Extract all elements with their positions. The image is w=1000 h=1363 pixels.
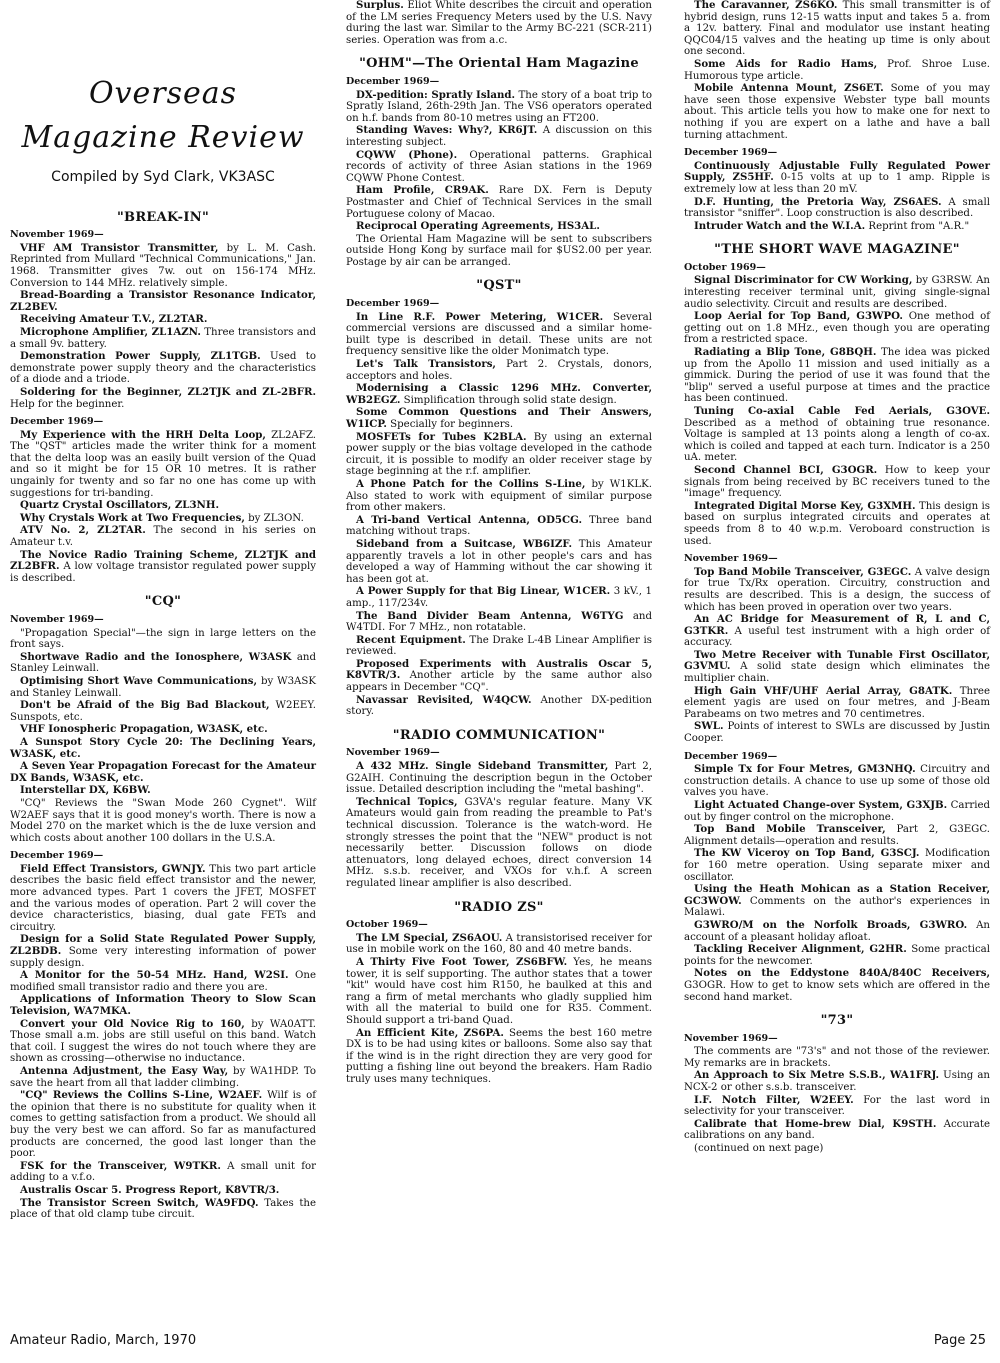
review-entry [346,359,652,382]
review-entry [10,737,316,760]
entry-text: Takes the place of that old clamp tube circuit. [10,1197,317,1221]
entry-text: "CQ" Reviews the "Swan Mode 260 Cygnet". Wilf W2AEF says that it is good money's worth. There is now a Model 270 on the market which is the de luxe version and which costs about another 100 dollars in the U.S.A. [10,797,316,844]
entry-text: ZL2AFZ. The "QST" articles made the writer think for a moment that the delta loop was an easily built version of the Quad and so it might be for 15 OR 10 metres. It is rather ungainly for twenty and so far no one has come up with suggestions for tri-banding. [10,429,316,499]
review-entry [10,314,316,326]
review-entry [346,150,652,185]
review-entry [684,501,990,547]
entry-text: Operational patterns. Graphical records of activity of three Asian stations in the 1969 CQWW Phone Contest. [346,149,652,184]
column-1-body [10,209,317,1221]
review-entry [10,864,316,934]
entry-title: My Experience with the HRH Delta Loop, [20,428,266,441]
entry-title: The Band Divider Beam Antenna, W6TYG [356,609,624,622]
issue-date: November 1969— [10,614,104,625]
entry-title: Navassar Revisited, W4QCW. [356,693,532,706]
entry-title: D.F. Hunting, the Pretoria Way, ZS6AES. [694,195,942,208]
entry-title: Using the Heath Mohican as a Station Receiver, GC3WOW. [684,883,990,907]
review-entry [10,676,316,699]
entry-title: Soldering for the Beginner, ZL2TJK and ZL-2BFR. [20,385,316,398]
entry-title: Tuning Co-axial Cable Fed Aerials, G3OVE. [694,405,990,417]
entry-title: VHF Ionospheric Propagation, W3ASK, etc. [20,723,268,736]
review-entry [684,1046,990,1069]
magazine-heading: "THE SHORT WAVE MAGAZINE" [714,242,960,258]
entry-title: Simple Tx for Four Metres, GM3NHQ. [694,763,916,776]
review-entry [10,785,316,797]
review-entry [10,761,316,784]
entry-text: Three band matching without traps. [346,514,652,538]
review-entry [684,275,990,310]
entry-text: This design is based on surplus integrated circuits and operates at speeds from 8 to 40 w.p.m. Veroboard construction is used. [684,500,990,547]
entry-title: A 432 MHz. Single Sideband Transmitter, [356,760,609,773]
entry-text: The Oriental Ham Magazine will be sent to subscribers outside Hong Kong by surface mail for $US2.00 per year. Postage by air can be arranged. [346,233,652,268]
review-entry [10,798,316,844]
review-entry [684,0,990,58]
review-entry [684,1070,990,1093]
review-entry [346,586,652,609]
entry-title: A Sunspot Story Cycle 20: The Declining Years, W3ASK, etc. [10,735,316,760]
entry-text: This two part article describes the basic field effect transistor and the newer, more advanced types. Part 1 covers the JFET, MOSFET and the various modes of operation. Part 2 will cover the device characteristics, biasing, dual gate FETs and circuitry. [10,863,317,933]
review-entry [10,724,316,736]
review-entry [684,465,990,500]
entry-title: Sideband from a Suitcase, WB6IZF. [356,537,573,550]
entry-text: "Propagation Special"—the sign in large letters on the front says. [10,627,316,651]
magazine-heading: "CQ" [144,594,182,610]
review-entry [10,1090,316,1160]
entry-text: A transistorised receiver for use in mobile work on the 160, 80 and 40 metre bands. [346,932,653,956]
entry-title: The Transistor Screen Switch, WA9FDQ. [20,1196,259,1209]
entry-text: A useful test instrument with a high order of accuracy. [684,625,990,649]
review-entry [346,234,652,269]
entry-title: Recent Equipment. [356,633,466,646]
entry-text: Eliot White describes the circuit and operation of the LM series Frequency Meters used by the U.S. Navy during the last war. Similar to the Army BC-221 (SCR-211) series. Operation was from a.c. [346,0,652,46]
entry-title: Field Effect Transistors, GWNJY. [20,862,206,875]
entry-text: Rare DX. Fern is Deputy Postmaster and Chief of Technical Services in the small Portuguese colony of Macao. [346,185,652,220]
review-entry [346,432,652,478]
entry-title: Reciprocal Operating Agreements, HS3AL. [356,220,600,233]
review-entry [10,628,316,651]
entry-text: One modified small transistor radio and there you are. [10,970,316,993]
title-line-2: Magazine Review [21,120,305,155]
review-entry [346,611,652,634]
entry-text: Described as a method of obtaining true resonance. Voltage is sampled at 13 points along a length of co-ax. which is coiled and tapped at each turn. Indicator is a 250 uA. meter. [684,417,990,464]
review-entry [684,944,990,967]
issue-date: November 1969— [346,747,440,759]
review-entry [684,221,990,233]
entry-title: FSK for the Transceiver, W9TKR. [20,1159,221,1172]
review-entry [684,83,990,141]
review-entry [10,525,316,548]
entry-text: 3 kV., 1 amp., 117/234v. [346,586,652,609]
entry-title: DX-pedition: Spratly Island. [356,88,516,101]
review-entry [684,1095,990,1118]
review-entry [10,387,316,410]
review-entry [346,479,652,514]
review-entry [684,848,990,883]
entry-text: A low voltage transistor regulated power supply is described. [10,561,316,584]
entry-text: and Stanley Leinwall. [10,651,316,675]
entry-title: Signal Discriminator for CW Working, [694,274,913,287]
review-entry [346,659,652,694]
magazine-heading: "BREAK-IN" [116,209,210,225]
review-entry [346,761,652,796]
entry-title: A Power Supply for that Big Linear, W1CER. [356,585,611,598]
entry-text: Carried out by finger control on the microphone. [684,800,991,823]
entry-text: Part 2, G2AIH. Continuing the description begun in the October issue. Detailed description including the "metal bashing". [346,761,652,796]
entry-title: Design for a Solid State Regulated Power Supply, ZL2BDB. [10,933,316,958]
review-entry [684,721,990,744]
review-entry [346,797,652,890]
entry-title: Intruder Watch and the W.I.A. [694,219,866,232]
entry-title: Second Channel BCI, G3OGR. [694,463,878,476]
issue-date: December 1969— [346,298,440,310]
review-entry [10,430,316,500]
title-line-1: Overseas [88,76,238,111]
review-entry [346,0,652,46]
entry-text: Help for the beginner. [10,398,125,410]
entry-title: Modernising a Classic 1296 MHz. Converter, WB2EGZ. [346,382,652,406]
issue-date: December 1969— [684,750,778,762]
entry-text: This Amateur apparently travels a lot in other people's cars and has developed a way of Hamming without the car showing it has been got at. [346,538,653,585]
entry-text: Circuitry and construction details. A chance to use up some of those old valves you have. [684,764,991,799]
issue-date: October 1969— [684,261,766,273]
review-entry [346,383,652,406]
entry-text: The comments are "73's" and not those of the reviewer. My remarks are in brackets. [684,1046,990,1069]
review-entry [10,700,316,723]
entry-title: Demonstration Power Supply, ZL1TGB. [20,350,261,363]
entry-text: Prof. Shroe Luse. Humorous type article. [684,58,990,82]
review-entry [684,59,990,82]
review-entry [10,934,316,969]
entry-text: A valve design for true Tx/Rx operation. Circuitry, construction and results are described. This is a design, the success of which has been proved in operation over two years. [684,566,990,613]
review-entry [10,500,316,512]
issue-date: November 1969— [684,553,778,565]
entry-title: Let's Talk Transistors, [356,358,496,371]
column-3-body [684,0,990,1155]
entry-title: Applications of Information Theory to Slow Scan Television, WA7MKA. [10,993,316,1017]
entry-text: One method of getting out on 1.8 MHz., even though you are operating from a restricted space. [684,311,990,346]
entry-text: The idea was picked up from the Apollo 11 mission and used initially as a gimmick. During the period of use it was found that the "blip" served a useful purpose at times and the practice has been continued. [684,347,990,405]
review-entry [684,800,990,823]
entry-title: Interstellar DX, K6BW. [20,784,151,797]
page-title [10,72,316,160]
review-entry [346,1028,652,1086]
entry-text: A solid state design which eliminates the multiplier chain. [684,661,990,685]
issue-date: December 1969— [684,147,778,159]
review-entry [684,824,990,847]
entry-title: Notes on the Eddystone 840A/840C Receivers, [694,967,990,980]
entry-title: Integrated Digital Morse Key, G3XMH. [694,499,916,512]
review-entry [684,567,990,613]
magazine-heading: "OHM"—The Oriental Ham Magazine [359,56,639,72]
review-entry [684,968,990,1003]
entry-text: A discussion on this interesting subject. [346,125,652,148]
entry-title: Shortwave Radio and the Ionosphere, W3ASK [20,650,292,663]
entry-text: Seems the best 160 metre DX is to be had using kites or balloons. Some also say that if the wind is in the right direction they are very good for putting a fishing line out beyond the breakers. Ham Radio truly uses many techniques. [346,1027,652,1085]
review-entry [346,635,652,658]
review-entry [684,406,990,464]
entry-text: Several commercial versions are discussed and a similar home-built type is described in detail. These units are not frequency sensitive like the older Monimatch type. [346,311,653,358]
entry-title: Don't be Afraid of the Big Bad Blackout, [20,699,270,712]
entry-text: An account of a pleasant holiday afloat. [684,919,990,943]
review-entry [684,1119,990,1142]
review-entry [684,347,990,405]
issue-date: December 1969— [10,850,104,862]
entry-title: Two Metre Receiver with Tunable First Oscillator, G3VMU. [684,648,990,673]
entry-title: Light Actuated Change-over System, G3XJB. [694,799,948,811]
entry-title: Receiving Amateur T.V., ZL2TAR. [20,313,208,326]
entry-title: MOSFETs for Tubes K2BLA. [356,430,527,443]
magazine-heading: "73" [820,1013,854,1029]
entry-text: and W4TDI. For 7 MHz., non rotatable. [346,610,652,634]
entry-title: Loop Aerial for Top Band, G3WPO. [694,310,903,323]
review-entry [10,327,316,350]
entry-text: Using an NCX-2 or other s.s.b. transceiver. [684,1070,990,1094]
issue-date: November 1969— [684,1032,778,1044]
entry-title: Antenna Adjustment, the Easy Way, [20,1064,229,1077]
review-entry [684,614,990,649]
entry-text: by WA1HDP. To save the heart from all that ladder climbing. [10,1065,317,1089]
magazine-heading: "QST" [476,278,522,294]
column-1 [10,0,316,1222]
issue-date: December 1969— [346,75,440,87]
review-entry [346,312,652,358]
entry-text: Accurate calibrations on any band. [684,1118,990,1142]
issue-date: October 1969— [346,919,428,931]
entry-title: The KW Viceroy on Top Band, G3SCJ. [694,847,920,860]
review-entry [10,652,316,675]
entry-text: by ZL3ON. [244,512,304,524]
entry-title: VHF AM Transistor Transmitter, [20,241,219,254]
review-entry [346,185,652,220]
entry-title: I.F. Notch Filter, W2EEY. [694,1093,854,1106]
entry-text: Three transistors and a small 9v. battery. [10,326,316,350]
entry-title: Top Band Mobile Transceiver, G3EGC. [694,565,912,578]
review-entry [346,407,652,430]
entry-title: An Efficient Kite, ZS6PA. [356,1026,504,1039]
entry-title: A Monitor for the 50-54 MHz. Hand, W2SI. [20,969,289,982]
review-entry [10,994,316,1017]
entry-text: Simplification through solid state design. [400,394,617,406]
entry-text: Wilf is of the opinion that there is no substitute for quality when it comes to getting satisfaction from a product. We should all buy the very best we can afford. So far as manufactured products are concerned, the good last longer than the poor. [10,1090,316,1160]
entry-title: Quartz Crystal Oscillators, ZL3NH. [20,499,220,512]
entry-text: Another DX-pedition story. [346,694,652,718]
entry-text: Part 2, G3EGC. Alignment details—operation and results. [684,824,990,847]
entry-text: by L. M. Cash. Reprinted from Mullard "Technical Communications," Jan. 1968. Transmitter gives 7w. out on 156-174 MHz. Conversion to 144 MHz. relatively simple. [10,242,316,289]
entry-title: Proposed Experiments with Australis Oscar 5, K8VTR/3. [346,657,652,682]
entry-title: Calibrate that Home-brew Dial, K9STH. [694,1117,937,1130]
entry-title: Some Common Questions and Their Answers, W1ICP. [346,406,652,430]
entry-title: A Tri-band Vertical Antenna, OD5CG. [356,513,583,526]
review-entry [684,161,990,196]
entry-title: Some Aids for Radio Hams, [694,57,878,70]
review-entry [684,686,990,721]
entry-title: CQWW (Phone). [356,148,458,161]
entry-title: Convert your Old Novice Rig to 160, [20,1017,245,1030]
entry-title: "CQ" Reviews the Collins S-Line, W2AEF. [20,1089,263,1102]
entry-title: ATV No. 2, ZL2TAR. [20,524,146,537]
entry-title: A Thirty Five Foot Tower, ZS6BFW. [356,955,568,968]
review-entry [10,243,316,289]
entry-title: A Phone Patch for the Collins S-Line, [356,477,586,490]
entry-text: Points of interest to SWLs are discussed by Justin Cooper. [684,721,990,745]
entry-text: Comments on the author's experiences in Malawi. [684,895,990,919]
entry-title: The Novice Radio Training Scheme, ZL2TJK and ZL2BFR. [10,548,316,573]
entry-text: Another article by the same author also appears in December "CQ". [346,670,652,694]
entry-text: Part 2. Crystals, donors, acceptors and holes. [346,359,652,382]
entry-title: The Caravanner, ZS6KO. [694,0,838,11]
entry-text: G3OGR. How to get to know sets which are offered in the second hand market. [684,979,990,1003]
entry-title: Standing Waves: Why?, KR6JT. [356,124,538,137]
entry-title: Why Crystals Work at Two Frequencies, [20,511,245,524]
entry-title: Top Band Mobile Transceiver, [694,823,886,836]
entry-text: Modification for 160 metre operation. Using separate mixer and oscillator. [684,848,990,883]
review-entry [10,1019,316,1065]
entry-text: by W3ASK and Stanley Leinwall. [10,675,317,699]
issue-date: December 1969— [10,416,104,428]
entry-title: Australis Oscar 5. Progress Report, K8VTR/3. [20,1183,280,1196]
entry-text: This small transmitter is of hybrid design, runs 12-15 watts input and takes 5 a. from a 12v. battery. Final and modulator use instant heating QQC04/15 valves and the heating up time is only about one second. [684,0,990,58]
review-entry [10,970,316,993]
entry-text: by G3RSW. An interesting receiver terminal unit, giving single-signal audio selectivity. Circuit and results are described. [684,275,990,310]
column-2 [346,0,652,1086]
review-entry [684,1143,990,1155]
entry-text: by W1KLK. Also stated to work with equipment of similar purpose from other makers. [346,478,652,514]
entry-title: Continuously Adjustable Fully Regulated Power Supply, ZS5HF. [684,159,990,184]
review-entry [684,764,990,799]
entry-text: Three element yagis are used on four metres, and J-Beam Parabeams on two metres and 70 centimetres. [684,685,990,720]
entry-text: A small unit for adding to a v.f.o. [10,1160,316,1184]
entry-title: Ham Profile, CR9AK. [356,184,489,197]
review-entry [684,920,990,943]
issue-date: November 1969— [10,229,104,241]
entry-title: A Seven Year Propagation Forecast for the Amateur DX Bands, W3ASK, etc. [10,760,316,784]
entry-text: Some practical points for the newcomer. [684,944,990,967]
entry-title: An AC Bridge for Measurement of R, L and C, G3TKR. [684,613,990,637]
review-entry [684,884,990,919]
entry-text: W2EEY. Sunspots, etc. [10,700,316,723]
entry-title: In Line R.F. Power Metering, W1CER. [356,310,604,323]
entry-text: Reprint from "A.R." [865,220,970,232]
entry-title: Bread-Boarding a Transistor Resonance Indicator, ZL2BEV. [10,289,316,313]
magazine-heading: "RADIO ZS" [454,899,544,915]
review-entry [346,90,652,125]
entry-title: Optimising Short Wave Communications, [20,674,258,687]
review-entry [684,311,990,346]
entry-title: Tackling Receiver Alignment, G2HR. [694,943,907,956]
entry-title: SWL. [694,720,724,733]
entry-title: Radiating a Blip Tone, G8BQH. [694,346,877,359]
review-entry [346,957,652,1027]
review-entry [10,550,316,585]
entry-text: The Drake L-4B Linear Amplifier is reviewed. [346,634,652,658]
entry-text: by WA0ATT. Those small a.m. jobs are still useful on this band. Watch that coil. I suggest the wires do not touch where they are shown as crossing—otherwise no inductance. [10,1018,317,1065]
entry-title: Surplus. [356,0,404,11]
review-entry [10,513,316,525]
column-2-body [346,0,652,1085]
entry-title: G3WRO/M on the Norfolk Broads, G3WRO. [694,918,968,931]
entry-text: The story of a boat trip to Spratly Island, 26th-29th Jan. The VS6 operators operated on h.f. bands from 80-10 metres using an FT200. [346,89,652,124]
magazine-heading: "RADIO COMMUNICATION" [392,727,606,743]
entry-text: Yes, he means tower, it is self supporting. The author states that a tower "kit" would have cost him R150, he baulked at this and rang a firm of metal merchants who gladly supplied him with all the material to build one for R35. Comment. Should support a tri-band Quad. [346,956,652,1026]
entry-text: Used to demonstrate power supply theory and the characteristics of a diode and a triode. [10,351,316,386]
review-entry [346,515,652,538]
entry-title: Microphone Amplifier, ZL1AZN. [20,325,201,338]
entry-text: (continued on next page) [694,1143,824,1155]
review-entry [10,1066,316,1089]
review-entry [684,650,990,685]
review-entry [346,125,652,148]
entry-title: Mobile Antenna Mount, ZS6ET. [694,82,884,95]
entry-text: Some of you may have seen those expensive Webster type ball mounts about. This article tells you how to make one for next to nothing if you are expert on a lathe and have a ball turning attachment. [684,83,990,141]
entry-title: An Approach to Six Metre S.S.B., WA1FRJ. [694,1069,940,1082]
review-entry [10,1161,316,1184]
review-entry [346,695,652,718]
review-entry [10,1185,316,1197]
review-entry [10,290,316,313]
entry-title: High Gain VHF/UHF Aerial Array, G8ATK. [694,684,953,697]
compiler-credit: Compiled by Syd Clark, VK3ASC [51,169,275,185]
review-entry [346,933,652,956]
column-3 [684,0,990,1156]
review-entry [10,1198,316,1221]
entry-text: A small transistor "sniffer". Loop construction is also described. [684,196,991,220]
entry-text: Some very interesting information of power supply design. [10,946,316,969]
entry-text: 0-15 volts at up to 1 amp. Ripple is extremely low at less than 20 mV. [684,172,990,195]
entry-text: By using an external power supply or the bias voltage developed in the cathode circuit, it is possible to modify an older receiver stage by stage beginning at the r.f. amplifier. [346,431,652,478]
entry-text: How to keep your signals from being received by BC receivers tuned to the "image" frequency. [684,464,990,500]
entry-text: For the last word in selectivity for your transceiver. [684,1094,991,1118]
entry-text: G3VA's regular feature. Many VK Amateurs would gain from reading the preamble to Pat's technical discussion. Tolerance is the watch-word. He strongly stresses the point that the "NEW" product is not necessarily better. Discussion follows on diode attenuators, long delayed echoes, direct conversion 14 MHz. s.s.b. receiver, and VXOs for v.h.f. A screen regulated linear amplifier is also described. [346,796,653,889]
footer-page-number: Page 25 [933,1333,986,1348]
entry-title: The LM Special, ZS6AOU. [356,931,503,944]
review-entry [684,197,990,220]
entry-title: Technical Topics, [356,795,458,808]
review-entry [346,539,652,585]
entry-text: Specially for beginners. [386,419,514,430]
review-entry [10,351,316,386]
entry-text: The second in his series on Amateur t.v. [10,525,316,549]
footer-publication: Amateur Radio, March, 1970 [10,1333,197,1348]
review-entry [346,221,652,233]
